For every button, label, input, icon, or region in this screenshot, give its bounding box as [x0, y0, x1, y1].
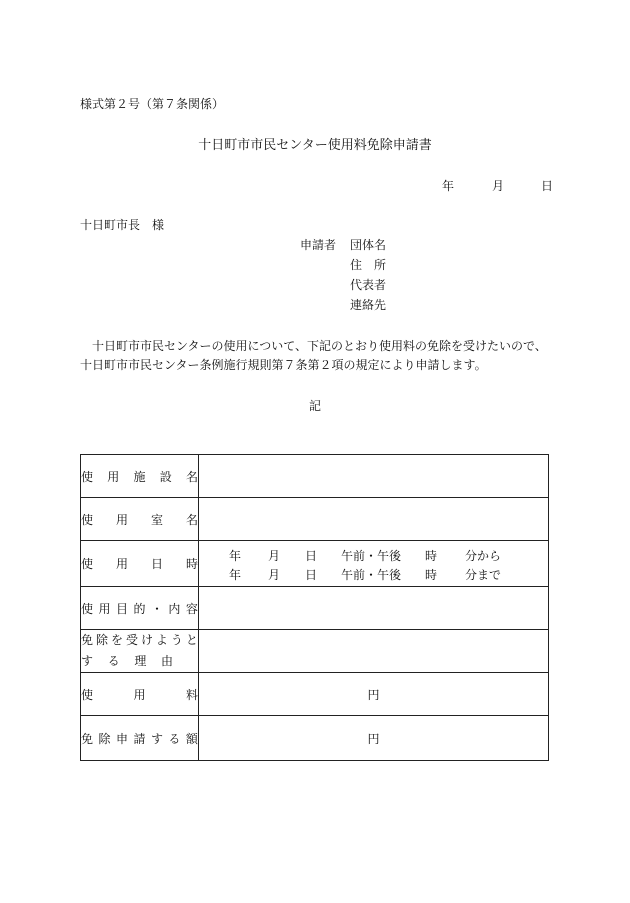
label-char: 使 [81, 687, 94, 702]
fee-label [81, 673, 199, 716]
label-char: 名 [185, 512, 198, 527]
label-char: 名 [185, 469, 198, 484]
label-char: と [185, 633, 198, 647]
facility-name-field[interactable] [199, 455, 549, 498]
label-char: 請 [133, 731, 146, 746]
facility-name-label [81, 455, 199, 498]
label-char: 時 [185, 557, 198, 571]
dt-from-minute: 分から [465, 548, 502, 563]
purpose-label [81, 587, 199, 630]
label-char: る [107, 654, 120, 668]
label-char: 使 [81, 469, 94, 484]
purpose-field[interactable] [199, 587, 549, 630]
room-name-label [81, 498, 199, 541]
label-char: 内 [168, 601, 181, 616]
label-char: 額 [185, 731, 198, 746]
reason-text-line2 [81, 651, 173, 672]
datetime-label [81, 541, 199, 587]
applicant-label: 申請者 [300, 238, 337, 252]
applicant-group-name: 団体名 [350, 238, 387, 252]
label-char: 免 [81, 731, 94, 746]
datetime-text [81, 555, 198, 572]
label-char: 施 [133, 469, 146, 484]
table-row [81, 455, 549, 498]
exempt-yen-unit: 円 [367, 731, 380, 746]
reason-field[interactable] [199, 630, 549, 673]
label-char: け [140, 633, 153, 647]
table-row [81, 673, 549, 716]
dt-from-month: 月 [268, 548, 281, 563]
label-char: 理 [134, 654, 147, 668]
label-char: 受 [125, 633, 138, 647]
dt-to-day: 日 [305, 567, 318, 582]
label-char: 由 [160, 654, 173, 668]
exempt-amount-field[interactable] [199, 716, 549, 761]
table-row [81, 587, 549, 630]
dt-to-month: 月 [268, 567, 281, 582]
label-char: 日 [150, 557, 163, 571]
label-char: ・ [150, 601, 163, 616]
label-char: 設 [159, 469, 172, 484]
dt-from-year: 年 [229, 548, 242, 563]
table-row [81, 630, 549, 673]
label-char: す [81, 654, 94, 668]
facility-name-text [81, 468, 198, 485]
label-char: 使 [81, 557, 94, 571]
label-char: 除 [95, 633, 108, 647]
label-char: 使 [81, 512, 94, 527]
fee-text [81, 686, 198, 703]
label-char: 容 [185, 601, 198, 616]
label-char: す [150, 731, 163, 746]
fee-field[interactable] [199, 673, 549, 716]
label-char: を [110, 633, 123, 647]
date-month: 月 [492, 179, 505, 193]
date-year: 年 [442, 179, 455, 193]
label-char: 室 [150, 512, 163, 527]
label-char: 申 [115, 731, 128, 746]
body-text-line2: 十日町市市民センター条例施行規則第７条第２項の規定により申請します。 [80, 358, 487, 372]
label-char: 目 [115, 601, 128, 616]
table-row [81, 498, 549, 541]
reason-label [81, 630, 199, 673]
body-text-line1: 十日町市市民センターの使用について、下記のとおり使用料の免除を受けたいので、 [92, 339, 547, 353]
label-char: 用 [107, 469, 120, 484]
label-char: 的 [133, 601, 146, 616]
datetime-to-row [199, 564, 548, 583]
form-number: 様式第２号（第７条関係） [80, 97, 225, 111]
datetime-from-row [199, 545, 548, 564]
label-char: 料 [185, 687, 198, 702]
addressee: 十日町市長 様 [80, 218, 165, 232]
label-char: る [168, 731, 181, 746]
label-char: 用 [98, 601, 111, 616]
label-char: 用 [133, 687, 146, 702]
applicant-contact: 連絡先 [350, 298, 387, 312]
page-title: 十日町市市民センター使用料免除申請書 [198, 138, 432, 153]
applicant-representative: 代表者 [350, 278, 387, 292]
purpose-text [81, 600, 198, 617]
label-char: よ [155, 633, 168, 647]
label-char: 免 [81, 633, 94, 647]
fee-yen-unit: 円 [367, 687, 380, 702]
label-char: 除 [98, 731, 111, 746]
dt-to-year: 年 [229, 567, 242, 582]
table-row [81, 541, 549, 587]
dt-to-ampm: 午前・午後 [341, 567, 402, 582]
applicant-address: 住 所 [350, 258, 387, 272]
table-row [81, 716, 549, 761]
dt-from-hour: 時 [425, 548, 438, 563]
label-char: 用 [115, 512, 128, 527]
label-char: 使 [81, 601, 94, 616]
datetime-field[interactable] [199, 541, 549, 587]
label-char: 用 [115, 557, 128, 571]
ki-heading: 記 [308, 399, 321, 413]
dt-from-ampm: 午前・午後 [341, 548, 402, 563]
date-day: 日 [541, 179, 554, 193]
exempt-amount-label [81, 716, 199, 761]
reason-text-line1 [81, 630, 198, 651]
room-name-field[interactable] [199, 498, 549, 541]
exempt-amount-text [81, 730, 198, 747]
label-char: う [170, 633, 183, 647]
application-table [80, 454, 549, 761]
dt-to-minute: 分まで [465, 567, 502, 582]
room-name-text [81, 511, 198, 528]
dt-from-day: 日 [305, 548, 318, 563]
dt-to-hour: 時 [425, 567, 438, 582]
